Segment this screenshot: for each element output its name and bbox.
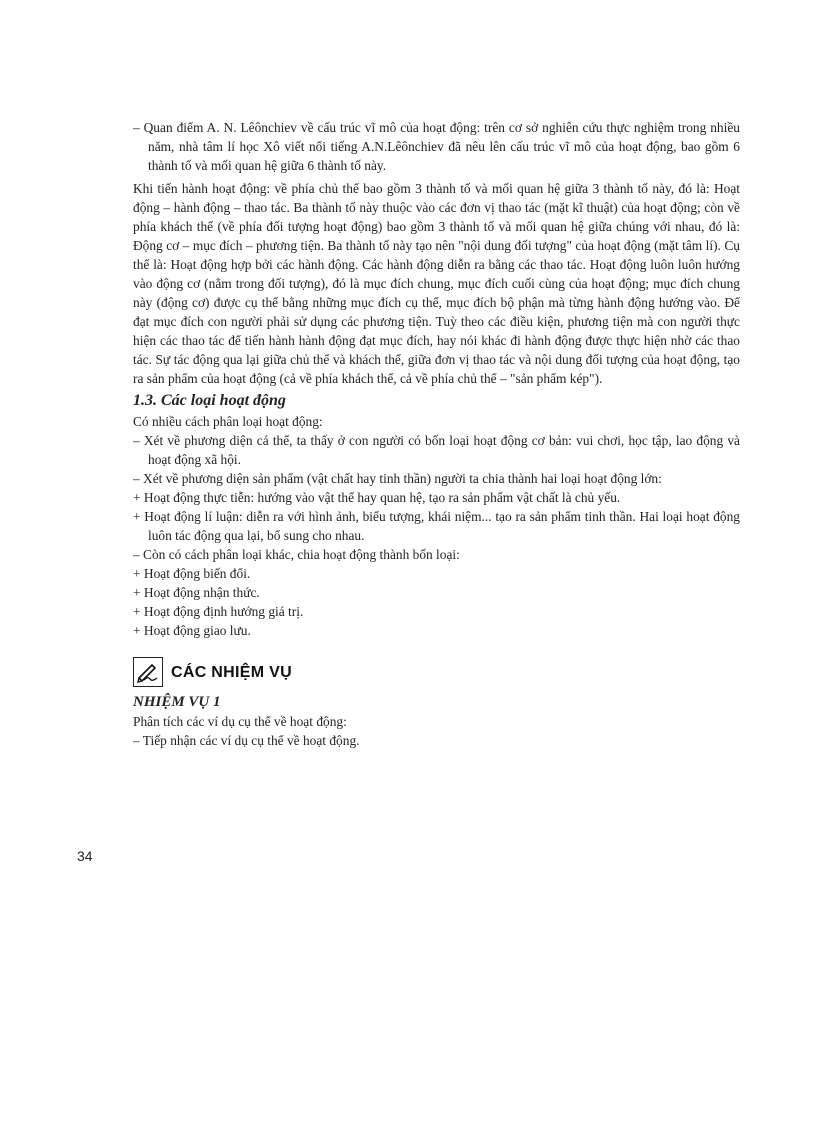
page-number: 34	[77, 848, 93, 864]
task-item: – Tiếp nhận các ví dụ cụ thể về hoạt động.	[133, 733, 360, 748]
tasks-title: CÁC NHIỆM VỤ	[171, 663, 292, 681]
list-item: + Hoạt động nhận thức.	[133, 585, 260, 600]
list-item: + Hoạt động lí luận: diễn ra với hình ảnh, biểu tượng, khái niệm... tạo ra sản phẩm tinh thần. Hai loại hoạt động luôn tác động qua lại, bổ sung cho nhau.	[133, 509, 740, 543]
list-item: + Hoạt động thực tiễn: hướng vào vật thể hay quan hệ, tạo ra sản phẩm vật chất là chủ yếu.	[133, 490, 621, 505]
list-item: – Xét về phương diện sản phẩm (vật chất hay tinh thần) người ta chia thành hai loại hoạt động lớn:	[133, 471, 662, 486]
list-item: – Xét về phương diện cá thể, ta thấy ở con người có bốn loại hoạt động cơ bản: vui chơi, học tập, lao động và hoạt động xã hội.	[133, 433, 740, 467]
intro-paragraph: – Quan điểm A. N. Lêônchiev về cấu trúc vĩ mô của hoạt động: trên cơ sở nghiên cứu thực nghiệm trong nhiều năm, nhà tâm lí học Xô viết nổi tiếng A.N.Lêônchiev đã nêu lên cấu trúc vĩ mô của hoạt động, bao gồm 6 thành tố và mối quan hệ giữa 6 thành tố này.	[133, 120, 740, 173]
pencil-writing-icon	[133, 657, 163, 687]
tasks-heading	[133, 654, 740, 690]
list-item: + Hoạt động biến đổi.	[133, 566, 251, 581]
list-item: + Hoạt động giao lưu.	[133, 623, 251, 638]
main-paragraph: Khi tiến hành hoạt động: về phía chủ thể bao gồm 3 thành tố và mối quan hệ giữa 3 thành tố này, đó là: Hoạt động – hành động – thao tác. Ba thành tố này thuộc vào các đơn vị thao tác (mặt kĩ thuật) của hoạt động; còn về phía khách thể (về phía đối tượng hoạt động) bao gồm 3 thành tố và mối quan hệ giữa chúng với nhau, đó là: Động cơ – mục đích – phương tiện. Ba thành tố này tạo nên "nội dung đối tượng" của hoạt động (mặt tâm lí). Cụ thể là: Hoạt động hợp bởi các hành động. Các hành động diễn ra bằng các thao tác. Hoạt động luôn luôn hướng vào động cơ (nằm trong đối tượng), đó là mục đích chung, mục đích cuối cùng của hoạt động; mục đích chung này (động cơ) được cụ thể bằng những mục đích cụ thể, mục đích bộ phận mà từng hành động hướng vào. Để đạt mục đích con người phải sử dụng các phương tiện. Tuỳ theo các điều kiện, phương tiện mà con người thực hiện các thao tác để tiến hành hành động đạt mục đích, hay nói khác đi hành động được thực hiện nhờ các thao tác. Sự tác động qua lại giữa chủ thể và khách thể, giữa đơn vị thao tác và nội dung đối tượng của hoạt động, tạo ra sản phẩm của hoạt động (cả về phía khách thể, cả về phía chủ thể – "sản phẩm kép").	[133, 181, 740, 386]
content-top	[133, 118, 740, 750]
section-lead: Có nhiều cách phân loại hoạt động:	[133, 414, 323, 429]
section-title: 1.3. Các loại hoạt động	[133, 392, 286, 409]
list-item: – Còn có cách phân loại khác, chia hoạt động thành bốn loại:	[133, 547, 460, 562]
list-item: + Hoạt động định hướng giá trị.	[133, 604, 304, 619]
task-subtitle: NHIỆM VỤ 1	[133, 694, 221, 710]
task-lead: Phân tích các ví dụ cụ thể về hoạt động:	[133, 714, 347, 729]
